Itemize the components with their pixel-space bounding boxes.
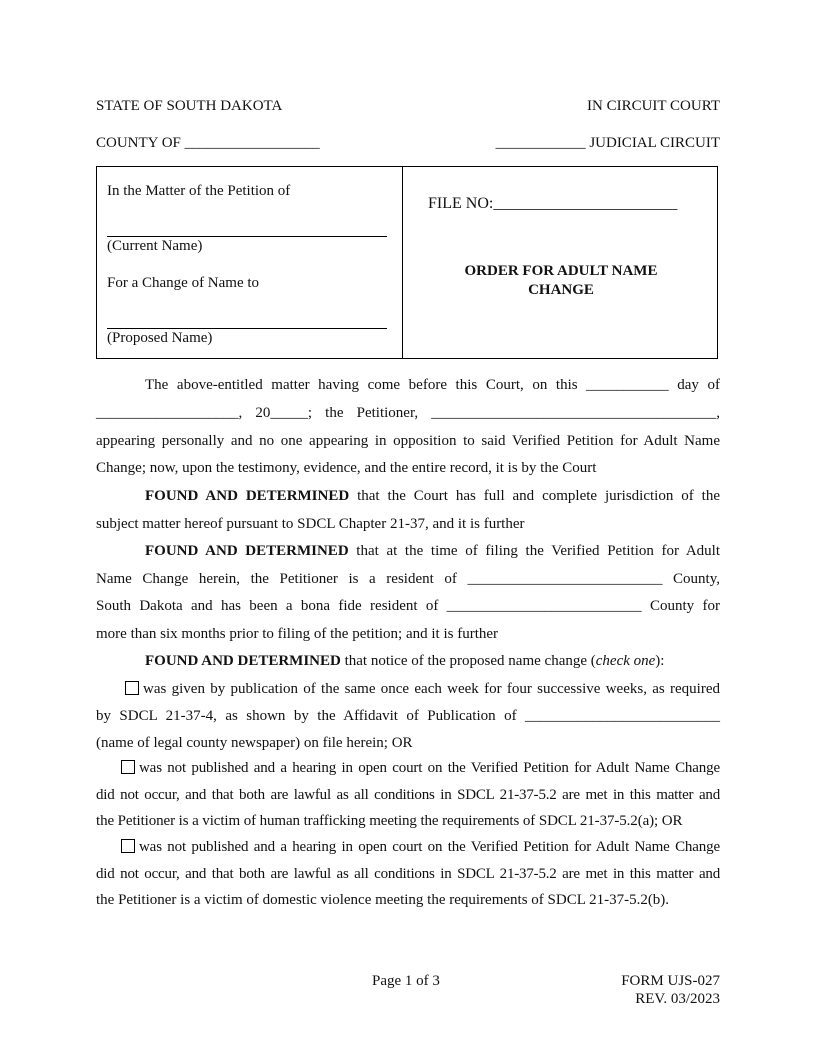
page-number: Page 1 of 3: [372, 973, 440, 989]
p2-line2: subject matter hereof pursuant to SDCL Chapter 21-37, and it is further: [96, 516, 525, 532]
caption-box: [96, 166, 718, 359]
county-line: COUNTY OF __________________: [96, 135, 320, 151]
option-publication-text: was given by publication of the same once each week for four successive weeks, as required: [143, 681, 720, 697]
finding-jurisdiction: [145, 488, 720, 505]
found-label: FOUND AND DETERMINED: [145, 543, 349, 559]
finding-residency: [145, 543, 720, 560]
change-to-label: For a Change of Name to: [107, 275, 260, 291]
opt3-line3: the Petitioner is a victim of domestic violence meeting the requirements of SDCL 21-37-5.2(b).: [96, 892, 670, 908]
court-heading: IN CIRCUIT COURT: [587, 98, 720, 114]
found-label: FOUND AND DETERMINED: [145, 488, 350, 504]
proposed-name-line: [107, 328, 387, 329]
finding-notice-close: ):: [655, 653, 665, 669]
p3-line3: South Dakota and has been a bona fide resident of __________________________ County for: [96, 598, 720, 614]
circuit-line: ____________ JUDICIAL CIRCUIT: [495, 135, 720, 151]
finding-residency-text: that at the time of filing the Verified Petition for Adult: [348, 543, 720, 559]
matter-label: In the Matter of the Petition of: [107, 183, 291, 199]
finding-jurisdiction-text: that the Court has full and complete jurisdiction of the: [349, 488, 720, 504]
option-domestic-violence-text: was not published and a hearing in open court on the Verified Petition for Adult Name Change: [139, 839, 720, 855]
current-name-line: [107, 236, 387, 237]
document-title-line2: CHANGE: [528, 282, 594, 298]
trafficking-checkbox[interactable]: [121, 760, 135, 774]
opt2-line2: did not occur, and that both are lawful as all conditions in SDCL 21-37-5.2 are met in this matter and: [96, 787, 720, 803]
found-label: FOUND AND DETERMINED: [145, 653, 341, 669]
state-heading: STATE OF SOUTH DAKOTA: [96, 98, 283, 114]
p1-line4: Change; now, upon the testimony, evidence, and the entire record, it is by the Court: [96, 460, 597, 476]
finding-notice-text: that notice of the proposed name change (: [340, 653, 596, 669]
option-domestic-violence: [121, 839, 720, 856]
p1-line2: ___________________, 20_____; the Petitioner, ______________________________________,: [96, 405, 720, 421]
opt3-line2: did not occur, and that both are lawful as all conditions in SDCL 21-37-5.2 are met in this matter and: [96, 866, 720, 882]
p3-line2: Name Change herein, the Petitioner is a resident of __________________________ County,: [96, 571, 720, 587]
opt2-line3: the Petitioner is a victim of human trafficking meeting the requirements of SDCL 21-37-5.2(a); OR: [96, 813, 683, 829]
file-no-field: FILE NO:_______________________: [428, 195, 678, 212]
opt1-line2: by SDCL 21-37-4, as shown by the Affidavit of Publication of __________________________: [96, 708, 720, 724]
domestic-violence-checkbox[interactable]: [121, 839, 135, 853]
p1-line3: appearing personally and no one appearing in opposition to said Verified Petition for Adult Name: [96, 433, 720, 449]
finding-notice: [145, 653, 664, 670]
document-title: [403, 262, 719, 300]
current-name-label: (Current Name): [107, 238, 203, 254]
option-trafficking-text: was not published and a hearing in open court on the Verified Petition for Adult Name Change: [139, 760, 720, 776]
p1-line1: The above-entitled matter having come before this Court, on this ___________ day of: [145, 377, 720, 393]
document-title-line1: ORDER FOR ADULT NAME: [464, 263, 658, 279]
form-number: FORM UJS-027: [621, 973, 720, 989]
form-revision: REV. 03/2023: [635, 991, 720, 1007]
check-one-hint: check one: [595, 653, 656, 669]
option-trafficking: [121, 760, 720, 777]
option-publication: [125, 681, 720, 698]
opt1-line3: (name of legal county newspaper) on file herein; OR: [96, 735, 413, 751]
proposed-name-label: (Proposed Name): [107, 330, 213, 346]
publication-checkbox[interactable]: [125, 681, 139, 695]
p3-line4: more than six months prior to filing of the petition; and it is further: [96, 626, 499, 642]
